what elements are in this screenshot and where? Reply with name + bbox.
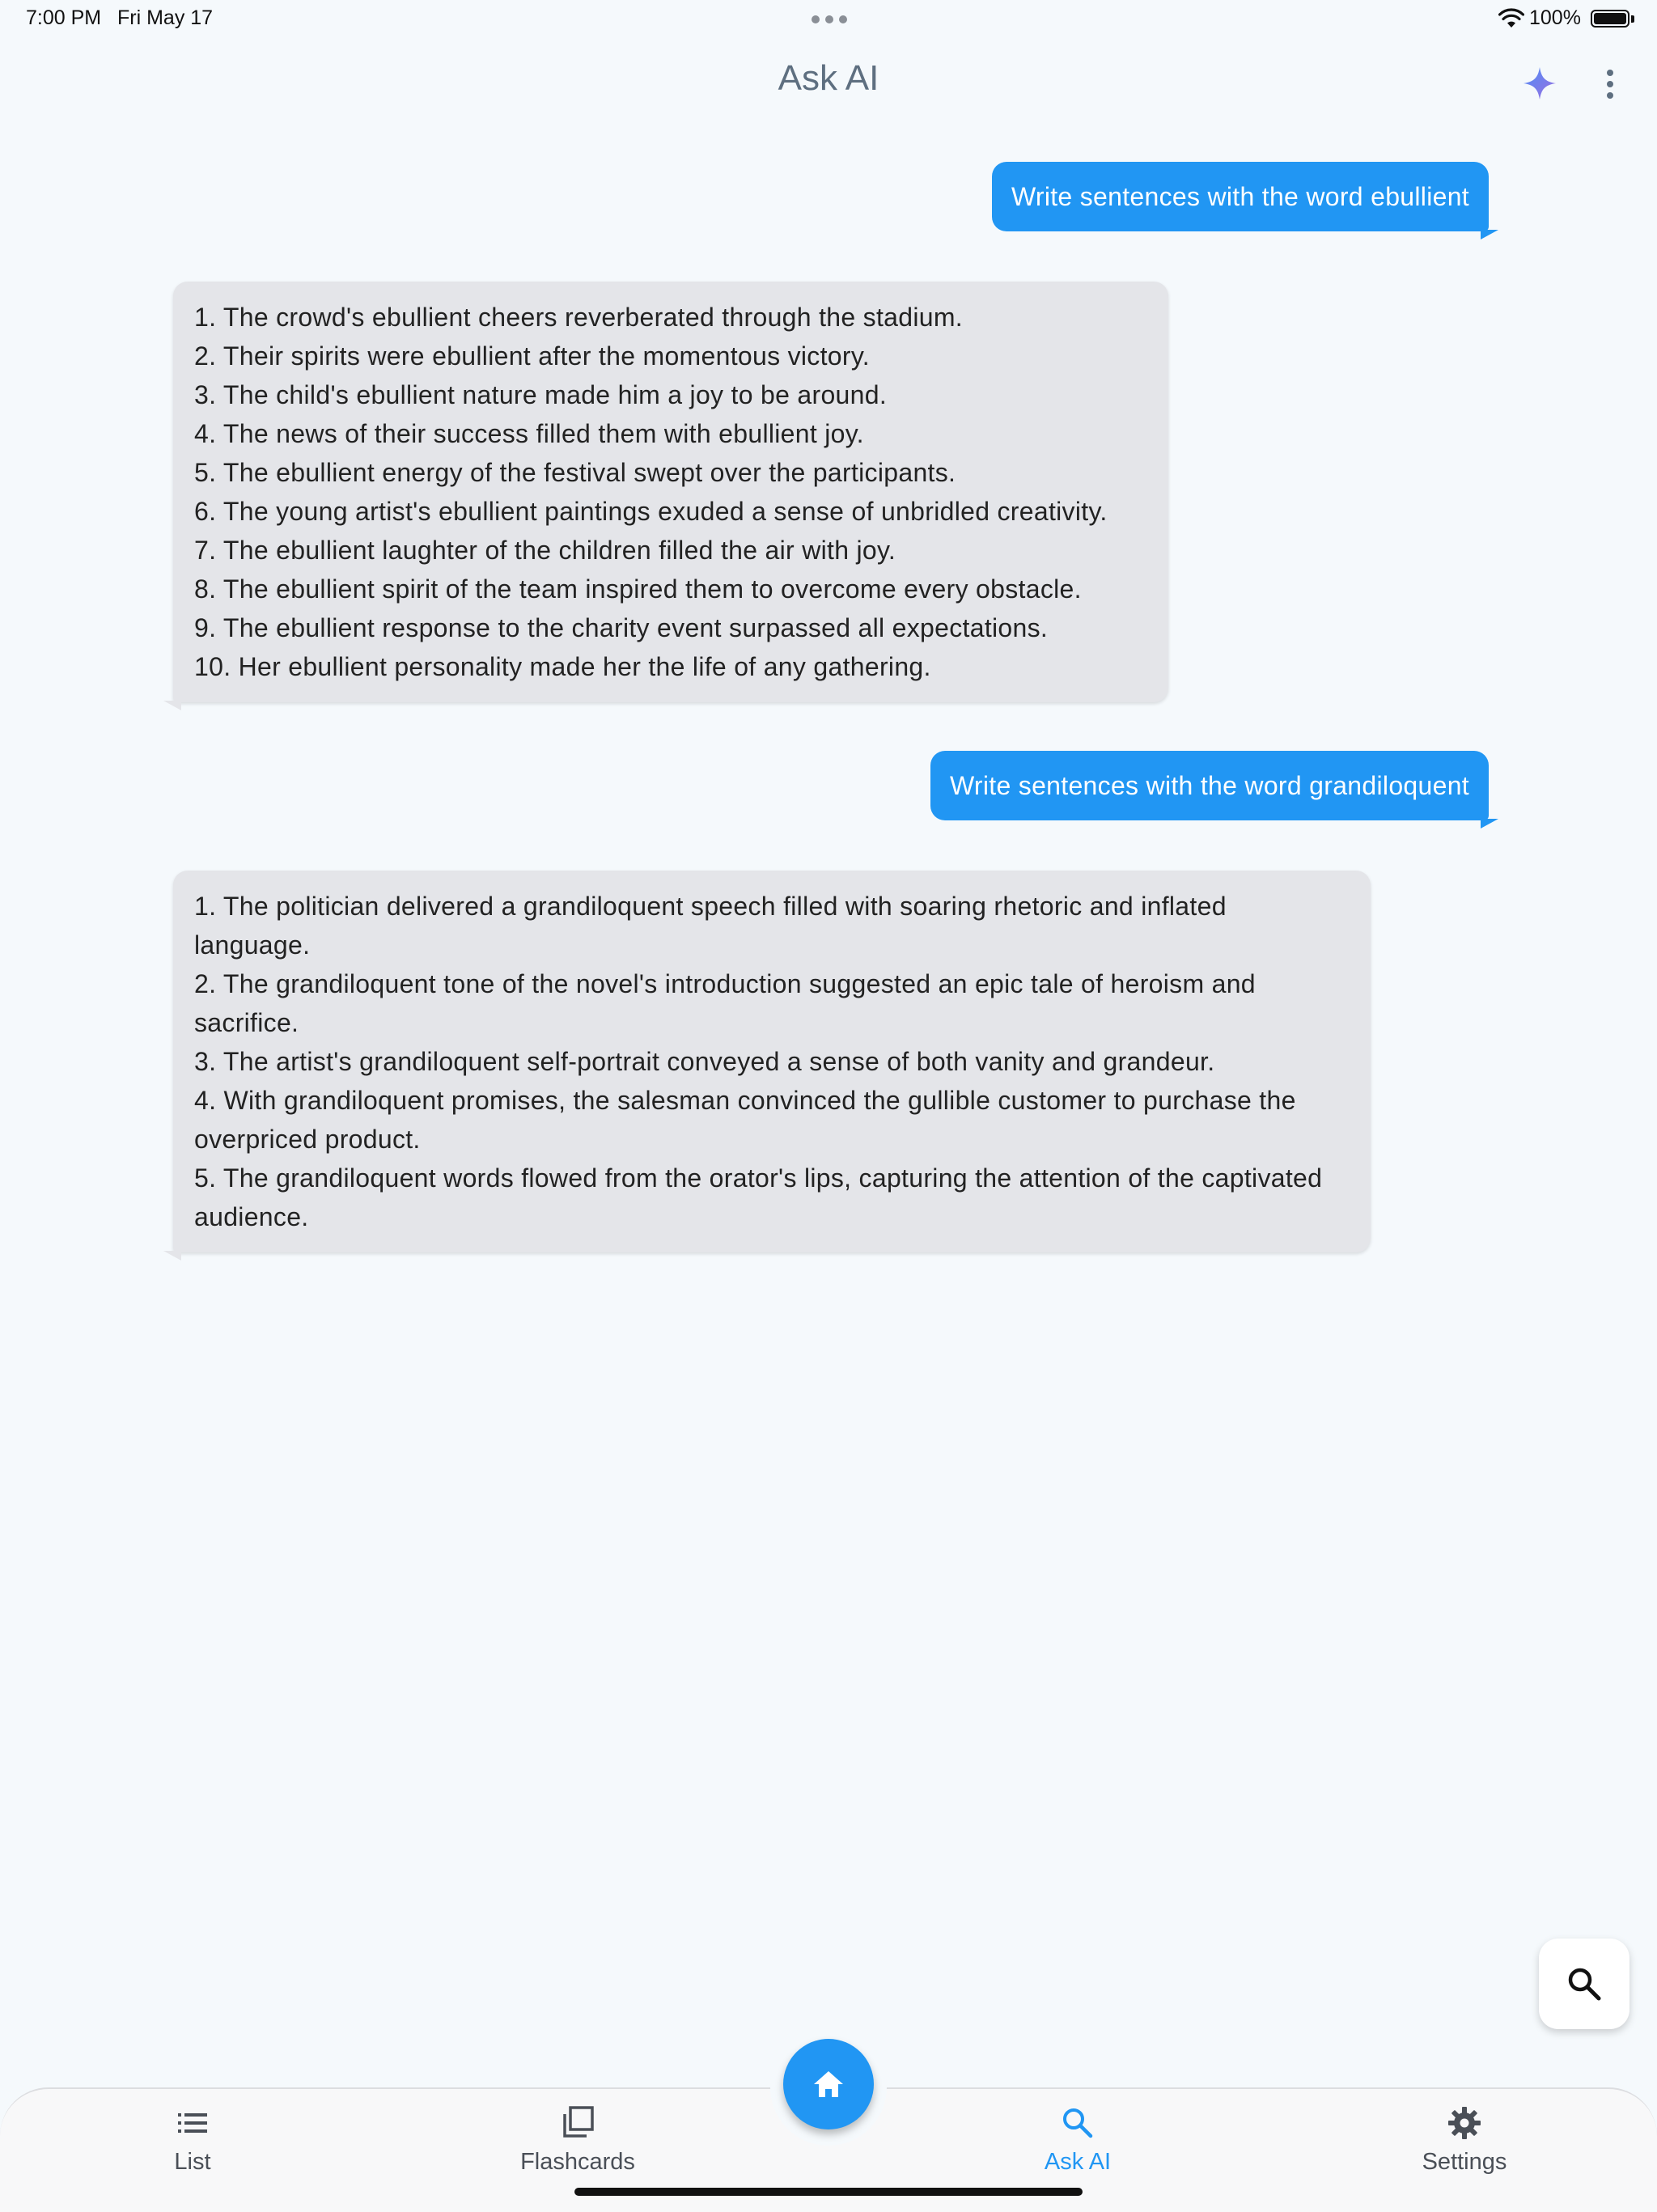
- nav-item-ask-ai[interactable]: [956, 2104, 1199, 2176]
- nav-item-settings[interactable]: [1343, 2104, 1586, 2176]
- home-button[interactable]: [783, 2039, 874, 2129]
- battery-icon: [1591, 10, 1629, 28]
- user-message-text: Write sentences with the word ebullient: [1011, 182, 1469, 211]
- status-date: Fri May 17: [117, 6, 214, 29]
- user-message: [930, 751, 1489, 820]
- floating-search-button[interactable]: [1539, 1939, 1629, 2029]
- nav-item-label: Flashcards: [520, 2149, 635, 2175]
- flashcards-icon: [558, 2104, 597, 2142]
- ai-response-line: 3. The child's ebullient nature made him a joy to be around.: [194, 380, 888, 409]
- more-vertical-icon[interactable]: [1604, 70, 1616, 99]
- ai-response-line: 1. The politician delivered a grandiloquent speech filled with soaring rhetoric and inflated language.: [194, 892, 1227, 960]
- list-icon: [173, 2104, 212, 2142]
- sparkle-icon[interactable]: [1523, 66, 1557, 100]
- ai-response-line: 6. The young artist's ebullient paintings exuded a sense of unbridled creativity.: [194, 497, 1108, 526]
- wifi-icon: [1498, 8, 1524, 29]
- ai-response-line: 3. The artist's grandiloquent self-portrait conveyed a sense of both vanity and grandeur.: [194, 1047, 1215, 1076]
- home-indicator[interactable]: [574, 2188, 1083, 2196]
- gear-icon: [1445, 2104, 1484, 2142]
- user-message-text: Write sentences with the word grandiloquent: [950, 771, 1469, 800]
- nav-item-label: Settings: [1422, 2149, 1507, 2175]
- page-title: Ask AI: [778, 58, 879, 98]
- nav-item-flashcards[interactable]: [456, 2104, 699, 2176]
- ai-response-line: 5. The ebullient energy of the festival swept over the participants.: [194, 458, 956, 487]
- ai-response-line: 2. Their spirits were ebullient after the momentous victory.: [194, 341, 870, 371]
- search-icon: [1058, 2104, 1097, 2142]
- ai-response: [173, 282, 1168, 702]
- ai-response-line: 4. With grandiloquent promises, the salesman convinced the gullible customer to purchase the overpriced product.: [194, 1086, 1296, 1154]
- status-time: 7:00 PM: [26, 6, 102, 29]
- search-icon: [1565, 1964, 1604, 2003]
- ai-response-line: 2. The grandiloquent tone of the novel's introduction suggested an epic tale of heroism and sacrifice.: [194, 969, 1256, 1037]
- battery-percent: 100%: [1529, 6, 1581, 29]
- ai-response-line: 8. The ebullient spirit of the team inspired them to overcome every obstacle.: [194, 574, 1082, 604]
- ai-response-line: 9. The ebullient response to the charity event surpassed all expectations.: [194, 613, 1049, 642]
- nav-item-label: Ask AI: [1044, 2149, 1112, 2175]
- battery-cap: [1631, 15, 1634, 23]
- user-message: [992, 162, 1489, 231]
- ai-response-line: 1. The crowd's ebullient cheers reverberated through the stadium.: [194, 303, 963, 332]
- nav-item-list[interactable]: [71, 2104, 314, 2176]
- ai-response-line: 10. Her ebullient personality made her the life of any gathering.: [194, 652, 931, 681]
- ai-response-line: 4. The news of their success filled them with ebullient joy.: [194, 419, 864, 448]
- ai-response: [173, 871, 1371, 1252]
- home-icon: [811, 2066, 846, 2102]
- ai-response-line: 5. The grandiloquent words flowed from the orator's lips, capturing the attention of the captivated audience.: [194, 1163, 1323, 1231]
- nav-item-label: List: [174, 2149, 211, 2175]
- ai-response-line: 7. The ebullient laughter of the children filled the air with joy.: [194, 536, 896, 565]
- multitasking-dots-icon[interactable]: [812, 15, 847, 23]
